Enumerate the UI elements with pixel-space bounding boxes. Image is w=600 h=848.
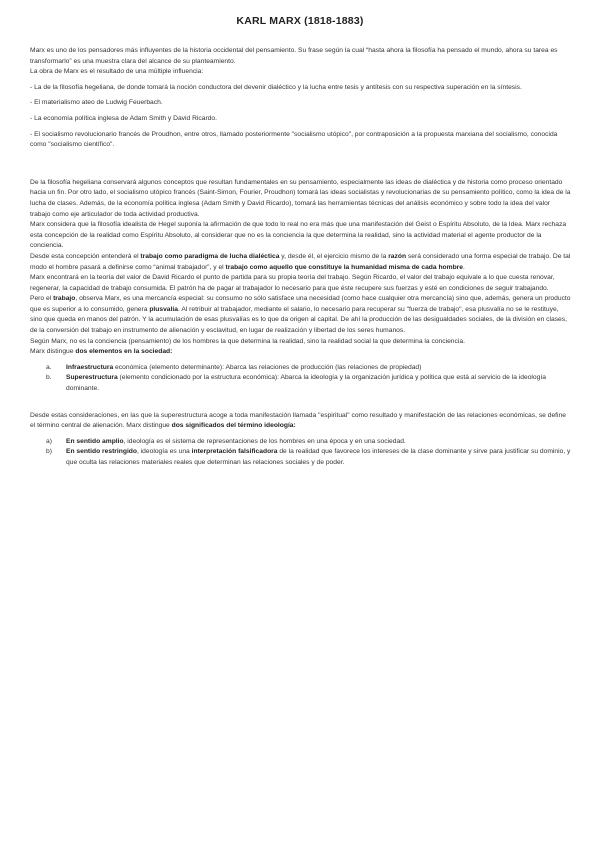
influence-item-economy: - La economía política inglesa de Adam Smith y David Ricardo. [30,114,217,122]
list-marker: a. [46,363,52,371]
paragraph-conciencia: Según Marx, no es la conciencia (pensamiento) de los hombres la que determina la realidad, sino la realidad social la que determina la conciencia. [30,337,465,345]
paragraph-hegel: De la filosofía hegeliana conservará algunos conceptos que resultan fundamentales en su pensamiento, especialmente las ideas de dialéctica y de historia como proceso orientado hacia un fin. Por otro lado, el socialismo utópico francés (Saint-Simon, Fourier, Proudhon) tomará las ideas socialistas y revolucionarias de su pensamiento político, como la idea de la lucha de clases. Además, de la economía política inglesa (Adam Smith y David Ricardo), tomará las herramientas técnicas del análisis económico y sobre todo la idea del valor trabajo como eje articulador de toda actividad productiva. [30,178,571,218]
bold-phrase: trabajo como paradigma de lucha dialéctica [140,252,280,260]
document-body [30,46,572,469]
paragraph-trabajo: Desde esta concepción entenderá el trabajo como paradigma de lucha dialéctica y, desde él, el ejercicio mismo de la razón será considerado una forma especial de trabajo. De tal modo el hombre pasará a definirse como “animal trabajador”, y el trabajo como aquello que constituye la humanidad misma de cada hombre. [30,252,571,271]
influence-item-socialism: - El socialismo revolucionario francés de Proudhon, entre otros, llamado posteriormente "socialismo utópico", por contraposición a la propuesta marxiana del socialismo, conocida como "socialismo científico". [30,130,558,149]
list-marker: b) [46,448,52,456]
paragraph-ideologia: Desde estas consideraciones, en las que la superestructura acoge a toda manifestación llamada "espiritual" como resultado y manifestación de las relaciones económicas, se define el término central de alienación. Marx distingue dos significados del término ideología: [30,411,566,430]
ideology-meanings-list [30,437,572,469]
list-item-sentido-amplio: a) En sentido amplio, ideología es el sistema de representaciones de los hombres en una época y en una sociedad. [30,437,572,448]
list-item-sentido-restringido: b) En sentido restringido, ideología es una interpretación falsificadora de la realidad que favorece los intereses de la clase dominante y sirve para justificar su dominio, y que oculta las relaciones materiales reales que determinan las relaciones sociales y de poder. [46,448,571,466]
bold-phrase: dos elementos en la sociedad: [75,348,173,356]
list-item-superestructura: b. Superestructura (elemento condicionado por la estructura económica): Abarca la ideología y la organización jurídica y política que está al servicio de la ideología dominante. [46,374,546,393]
list-marker: a) [46,437,52,445]
bold-phrase: trabajo [53,295,76,303]
paragraph-ricardo: Marx encontrará en la teoría del valor de David Ricardo el punto de partida para su propia teoría del trabajo. Según Ricardo, el valor del trabajo equivale a lo que cuesta renovar, regenerar, la capacidad de trabajo consumida. El patrón ha de pagar al trabajador lo necesario para que éste recupere sus fuerzas y esté en condiciones de seguir trabajando. [30,274,555,292]
influence-item-feuerbach: - El materialismo ateo de Ludwig Feuerbach. [30,99,163,107]
bold-phrase: razón [388,252,407,260]
list-item-infraestructura: a. Infraestructura económica (elemento determinante): Abarca las relaciones de producción (las relaciones de propiedad) [30,363,572,374]
paragraph-distingue: Marx distingue dos elementos en la sociedad: [30,348,173,356]
paragraph-mercancia: Pero el trabajo, observa Marx, es una mercancía especial: su consumo no sólo satisface una necesidad (como hace cualquier otra mercancía) sino que, además, genera un producto que es superior a lo consumido, genera plusvalía. Al retribuir al trabajador, mediante el salario, lo necesario para recuperar su "fuerza de trabajo", esa plusvalía no se le restituye, sino que queda en manos del patrón. Y la acumulación de esas plusvalías es lo que da origen al capital. De ahí la producción de las desigualdades sociales, de la división en clases, de la conversión del trabajo en instrumento de alienación y esclavitud, en lugar de realización y libertad de los seres humanos. [30,295,571,335]
influence-intro: La obra de Marx es el resultado de una múltiple influencia: [30,68,204,76]
paragraph-idealism: Marx considera que la filosofía idealista de Hegel suponía la afirmación de que todo lo real no era más que una manifestación del Geist o Espíritu Absoluto, de la Idea. Marx rechaza esta concepción de la realidad como Espíritu Absoluto, al considerar que no es la conciencia la que determina la realidad, sino la actividad material el agente productor de la conciencia. [30,221,567,250]
influence-item-hegel: - La de la filosofía hegeliana, de donde tomará la noción conductora del devenir dialéctico y la lucha entre tesis y antítesis con su respectiva superación en la síntesis. [30,83,522,91]
bold-phrase: plusvalía [149,305,178,313]
list-marker: b. [46,374,52,382]
document-title: KARL MARX (1818-1883) [236,15,364,27]
bold-phrase: trabajo como aquello que constituye la humanidad misma de cada hombre [225,263,463,271]
society-elements-list [30,363,572,395]
intro-paragraph: Marx es uno de los pensadores más influyentes de la historia occidental del pensamiento. Su frase según la cual “hasta ahora la filosofía ha pensado el mundo, ahora su tarea es transformarlo” es una muestra clara del alcance de su planteamiento. [30,47,558,65]
bold-phrase: dos significados del término ideología: [171,422,296,430]
